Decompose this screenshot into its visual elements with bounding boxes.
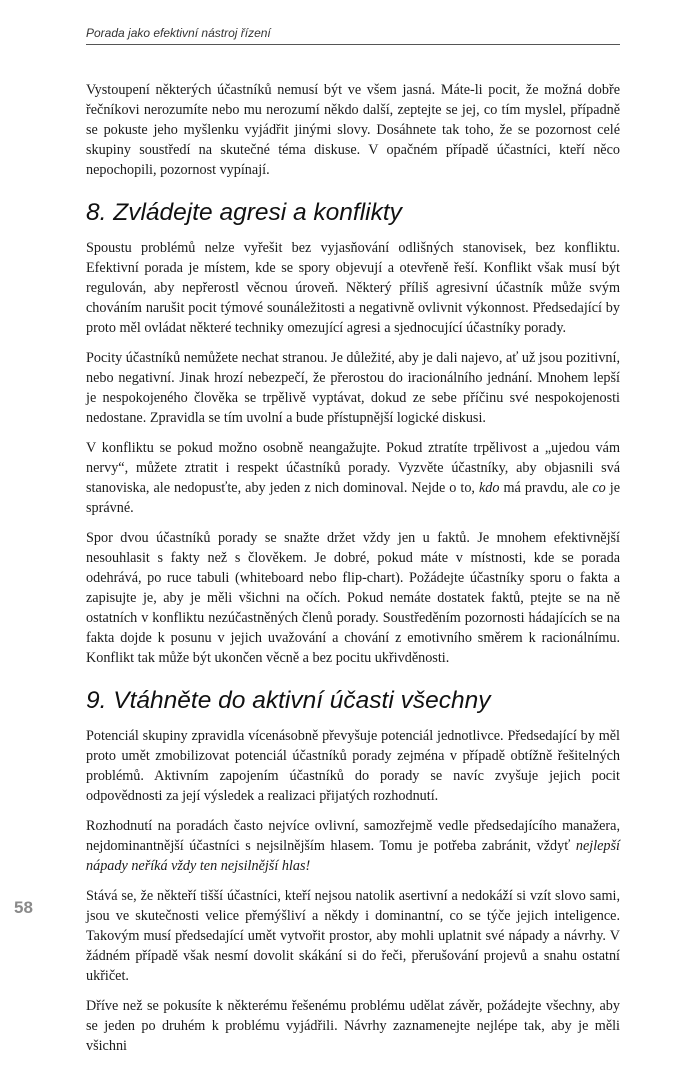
intro-paragraph: Vystoupení některých účastníků nemusí být ve všem jasná. Máte-li pocit, že možná dobře řečníkovi nerozumíte nebo mu nerozumí někdo další, zeptejte se jej, co tím myslel, případně se pokuste jeho myšlenku vyjádřit jinými slovy. Dosáhnete tak toho, že se pozornost celé skupiny soustředí na skutečné téma diskuse. V opačném případě účastníci, kteří něco nepochopili, pozornost vypínají. — [86, 82, 620, 178]
emphasis-kdo: kdo — [478, 480, 500, 496]
text-run: má pravdu, ale — [499, 480, 593, 496]
section-9-paragraph-4: Dříve než se pokusíte k některému řešenému problému udělat závěr, požádejte všechny, aby se jeden po druhém k problému vyjádřili. Návrhy zaznamenejte nejlépe tak, aby je měli všichni — [86, 998, 620, 1054]
section-9-heading: 9. Vtáhněte do aktivní účasti všechny — [86, 687, 491, 714]
section-9-paragraph-3: Stává se, že někteří tišší účastníci, kteří nejsou natolik asertivní a nedokáží si vzít slovo sami, jsou ve skutečnosti velice přemýšliví a někdy i dominantní, co se týče jejich inteligence. Takovým musí předsedající umět vytvořit prostor, aby mohli uplatnit své nápady a návrhy. V žádném případě však nesmí dovolit skákání si do řeči, přerušování projevů a snahu ostatní ukřičet. — [86, 888, 620, 984]
text-run: V konfliktu se pokud možno osobně neangažujte. Pokud ztratíte trpělivost a „ujedou vám nervy“, můžete ztratit i respekt účastníků porady. Vyzvěte účastníky, aby objasnili svá stanoviska, ale nedopusťte, aby jeden z nich dominoval. Nejde o to, — [86, 440, 620, 496]
section-8-paragraph-3 — [86, 438, 620, 518]
emphasis-co: co — [592, 480, 606, 496]
text-run: je správné. — [86, 480, 621, 516]
page-body — [86, 80, 620, 1066]
text-run: Rozhodnutí na poradách často nejvíce ovlivní, samozřejmě vedle předsedajícího manažera, nejdominantnější účastníci s nejsilnějším hlasem. Tomu je potřeba zabránit, vždyť — [86, 818, 620, 854]
emphasis-quote: nejlepší nápady neříká vždy ten nejsilnější hlas! — [86, 838, 620, 874]
section-9-paragraph-1: Potenciál skupiny zpravidla vícenásobně převyšuje potenciál jednotlivce. Předsedající by měl proto umět zmobilizovat potenciál účastníků porady zejména v případě obtížně řešitelných problémů. Aktivním zapojením účastníků do porady se navíc zvyšuje jejich pocit odpovědnosti za její výsledek a realizaci přijatých rozhodnutí. — [86, 728, 620, 804]
section-8-heading: 8. Zvládejte agresi a konflikty — [86, 199, 402, 226]
section-8-paragraph-4: Spor dvou účastníků porady se snažte držet vždy jen u faktů. Je mnohem efektivnější nesouhlasit s fakty než s člověkem. Je dobré, pokud máte v místnosti, kde se porada odehrává, po ruce tabuli (whiteboard nebo flip-chart). Požádejte účastníky sporu o fakta a zapisujte je, aby je měli všichni na očích. Pokud nemáte dostatek faktů, ptejte se na ně ostatních v konfliktu nezúčastněných členů porady. Soustředěním pozornosti hádajících se na fakta dojde k posunu v jejich uvažování a chování z emotivního směrem k racionálnímu. Konflikt tak může být ukončen věcně a bez pocitu ukřivděnosti. — [86, 530, 620, 666]
running-header: Porada jako efektivní nástroj řízení — [86, 26, 620, 45]
section-9-paragraph-2 — [86, 816, 620, 876]
page-number: 58 — [14, 898, 33, 917]
section-8-paragraph-1: Spoustu problémů nelze vyřešit bez vyjasňování odlišných stanovisek, bez konfliktu. Efektivní porada je místem, kde se spory objevují a otevřeně řeší. Konflikt však musí být regulován, aby nepřerostl věcnou úroveň. Některý příliš agresivní účastník může svým chováním narušit pocit týmové sounáležitosti a negativně ovlivnit výkonnost. Předsedající by proto měl ovládat některé techniky omezující agresi a sjednocující účastníky porady. — [86, 240, 620, 336]
section-8-paragraph-2: Pocity účastníků nemůžete nechat stranou. Je důležité, aby je dali najevo, ať už jsou pozitivní, nebo negativní. Jinak hrozí nebezpečí, že přerostou do iracionálního jednání. Mnohem lepší je nespokojeného člověka se trpělivě vyptávat, dokud ze sebe příčinu své nespokojenosti nedostane. Zpravidla se tím uvolní a bude přístupnější logické diskusi. — [86, 350, 620, 426]
